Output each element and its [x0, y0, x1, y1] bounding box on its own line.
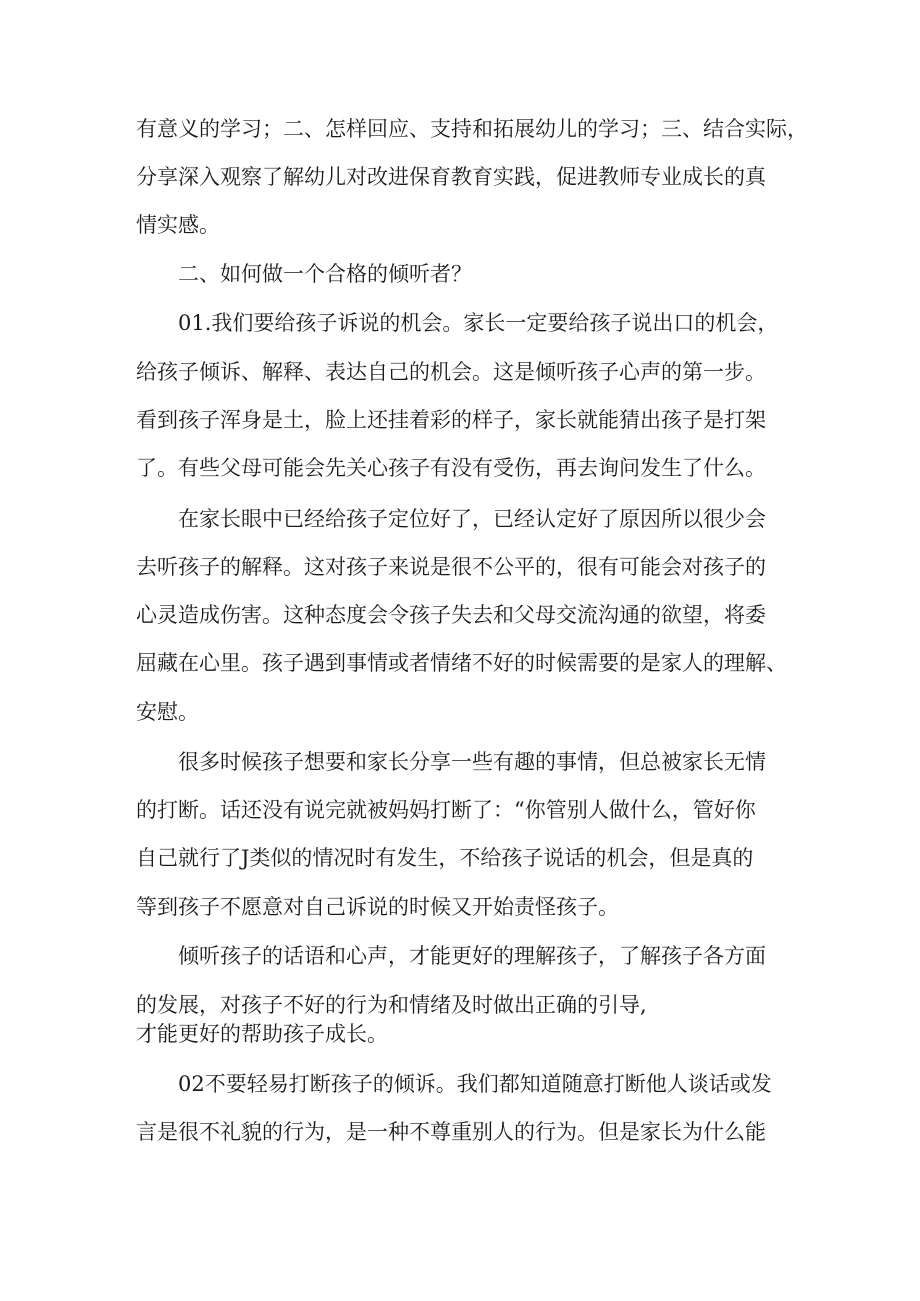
- section-heading: 二、如何做一个合格的倾听者？: [178, 262, 472, 286]
- text-line-13: 安慰。: [136, 700, 199, 724]
- text-line-20: 才能更好的帮助孩子成长。: [136, 1022, 388, 1046]
- text-line-22: 言是很不礼貌的行为，是一种不尊重别人的行为。但是家长为什么能: [136, 1120, 766, 1144]
- text-line-14: 很多时候孩子想要和家长分享一些有趣的事情，但总被家长无情: [178, 750, 766, 774]
- text-line-15: 的打断。话还没有说完就被妈妈打断了：“你管别人做什么，管好你: [136, 798, 756, 822]
- text-line-8: 了。有些父母可能会先关心孩子有没有受伤，再去询问发生了什么。: [136, 456, 766, 480]
- text-line-9: 在家长眼中已经给孩子定位好了，已经认定好了原因所以很少会: [178, 507, 766, 531]
- text-line-1: 有意义的学习；二、怎样回应、支持和拓展幼儿的学习；三、结合实际，: [136, 117, 808, 141]
- text-line-5: 01.我们要给孩子诉说的机会。家长一定要给孩子说出口的机会，: [178, 311, 779, 335]
- text-line-3: 情实感。: [136, 213, 220, 237]
- text-line-7: 看到孩子浑身是土，脸上还挂着彩的样子，家长就能猜出孩子是打架: [136, 408, 766, 432]
- text-line-10: 去听孩子的解释。这对孩子来说是很不公平的，很有可能会对孩子的: [136, 555, 766, 579]
- text-line-19: 的发展，对孩子不好的行为和情绪及时做出正确的引导,: [136, 993, 647, 1017]
- text-line-6: 给孩子倾诉、解释、表达自己的机会。这是倾听孩子心声的第一步。: [136, 360, 766, 384]
- text-line-2: 分享深入观察了解幼儿对改进保育教育实践，促进教师专业成长的真: [136, 165, 766, 189]
- text-line-16: 自己就行了J类似的情况时有发生，不给孩子说话的机会，但是真的: [136, 846, 754, 870]
- text-line-11: 心灵造成伤害。这种态度会令孩子失去和父母交流沟通的欲望，将委: [136, 603, 766, 627]
- text-line-17: 等到孩子不愿意对自己诉说的时候又开始责怪孩子。: [136, 895, 619, 919]
- text-line-21: 02不要轻易打断孩子的倾诉。我们都知道随意打断他人谈话或发: [178, 1072, 772, 1096]
- text-line-18: 倾听孩子的话语和心声，才能更好的理解孩子，了解孩子各方面: [178, 944, 766, 968]
- text-line-12: 屈藏在心里。孩子遇到事情或者情绪不好的时候需要的是家人的理解、: [136, 651, 787, 675]
